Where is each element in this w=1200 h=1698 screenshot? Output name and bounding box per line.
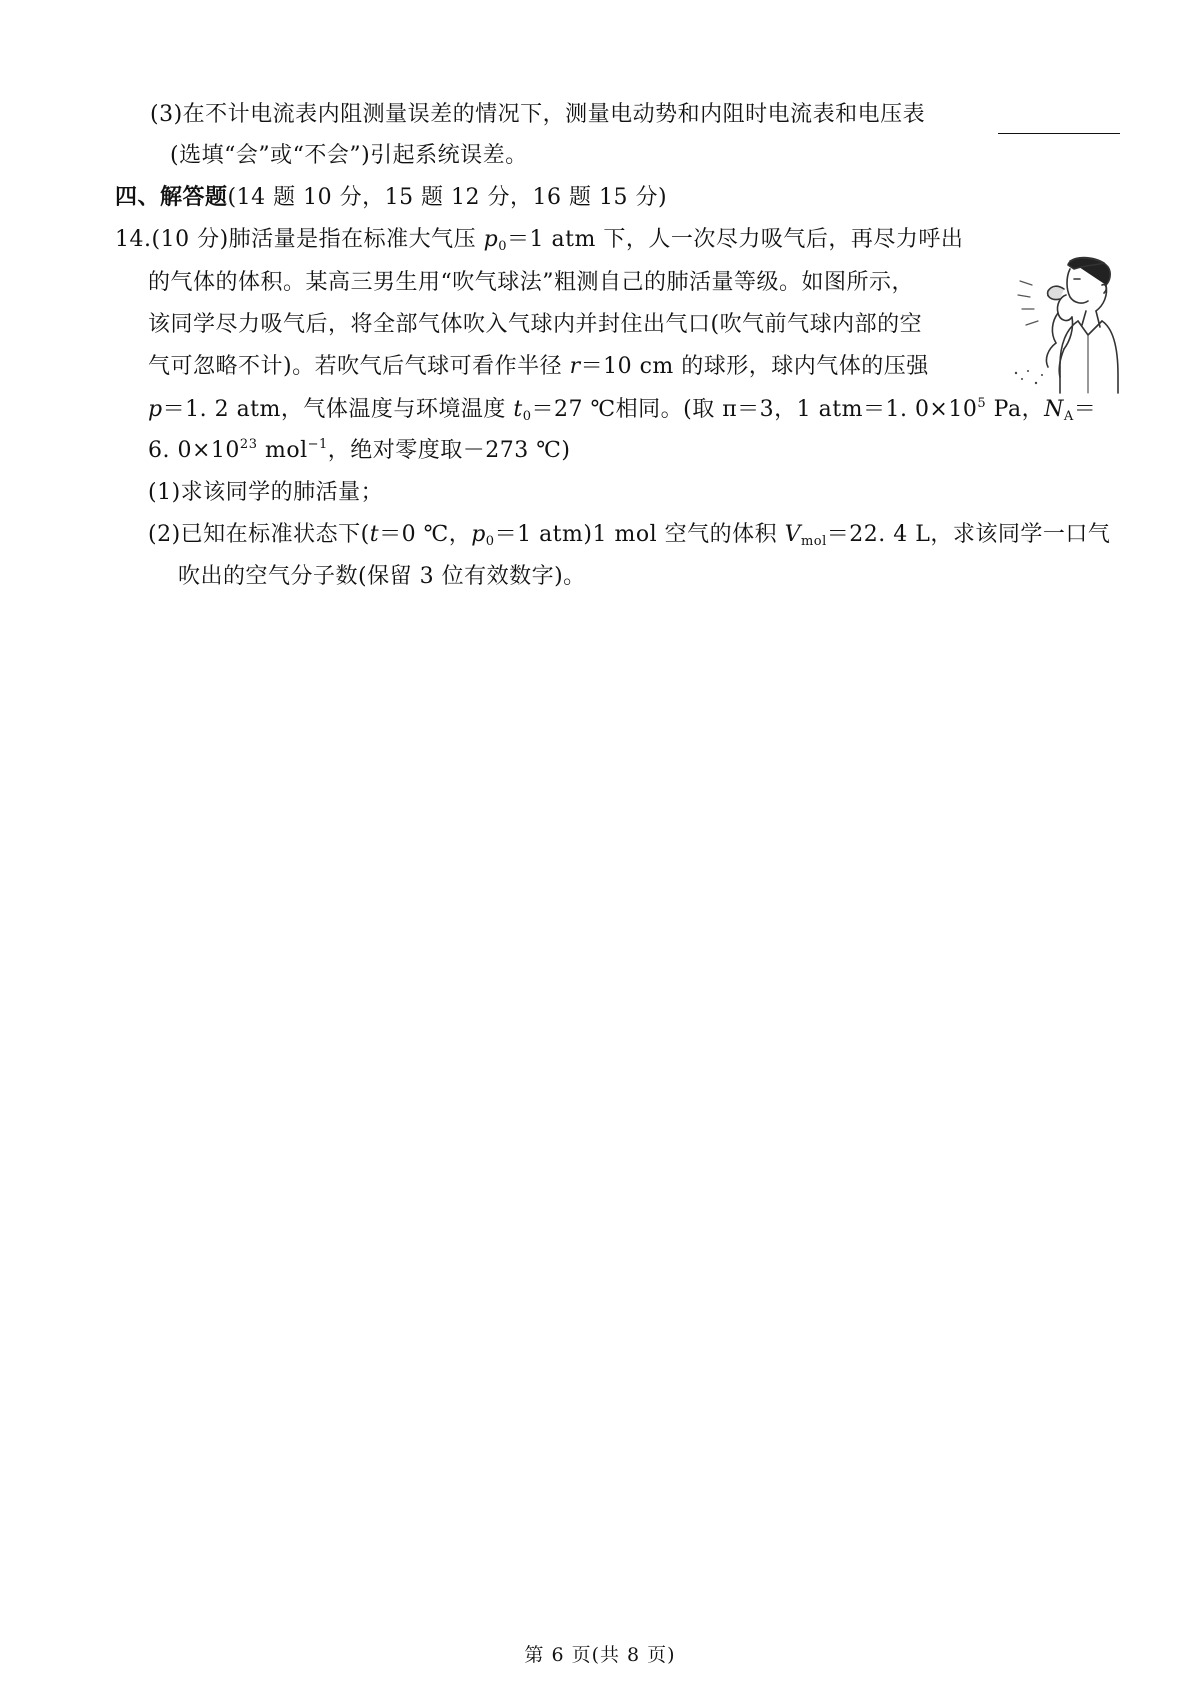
q14-line5: p＝1. 2 atm，气体温度与环境温度 $t_0=27$ ℃相同。(取 π＝3，1 atm＝1. $0\times 10^5$ Pa，$N_A=$ — [148, 396, 1097, 424]
q14-line2: 的气体的体积。某高三男生用“吹气球法”粗测自己的肺活量等级。如图所示， — [148, 270, 914, 295]
q13-part3-line1: (3)在不计电流表内阻测量误差的情况下，测量电动势和内阻时电流表和电压表 — [150, 102, 926, 127]
q14-subquestion-2-cont: 吹出的空气分子数(保留 3 位有效数字)。 — [178, 564, 586, 589]
q14-line3: 该同学尽力吸气后，将全部气体吹入气球内并封住出气口(吹气前气球内部的空 — [148, 312, 923, 337]
q14-subquestion-1: (1)求该同学的肺活量； — [148, 480, 384, 505]
page-number: 第 6 页(共 8 页) — [524, 1644, 676, 1666]
q13-part3-line2: (选填“会”或“不会”)引起系统误差。 — [170, 143, 528, 168]
q14-line1: 14.(10 分)肺活量是指在标准大气压 $p_0=1$ atm 下，人一次尽力吸气后，再尽力呼出 — [115, 227, 964, 254]
section-heading: 四、解答题(14 题 10 分，15 题 12 分，16 题 15 分) — [115, 185, 668, 210]
q14-line4: 气可忽略不计)。若吹气后气球可看作半径 r＝10 cm 的球形，球内气体的压强 — [148, 354, 929, 379]
balloon-student-figure — [1008, 255, 1120, 395]
answer-blank[interactable] — [998, 133, 1120, 134]
q14-subquestion-2: (2)已知在标准状态下(t＝0 ℃，$p_0=1$ atm)1 mol 空气的体积 $V_{mol}=22$. 4 L，求该同学一口气 — [148, 522, 1111, 549]
q14-line6: 6. $0\times 10^{23}$ mol$^{-1}$，绝对零度取－273 ℃) — [148, 437, 571, 463]
